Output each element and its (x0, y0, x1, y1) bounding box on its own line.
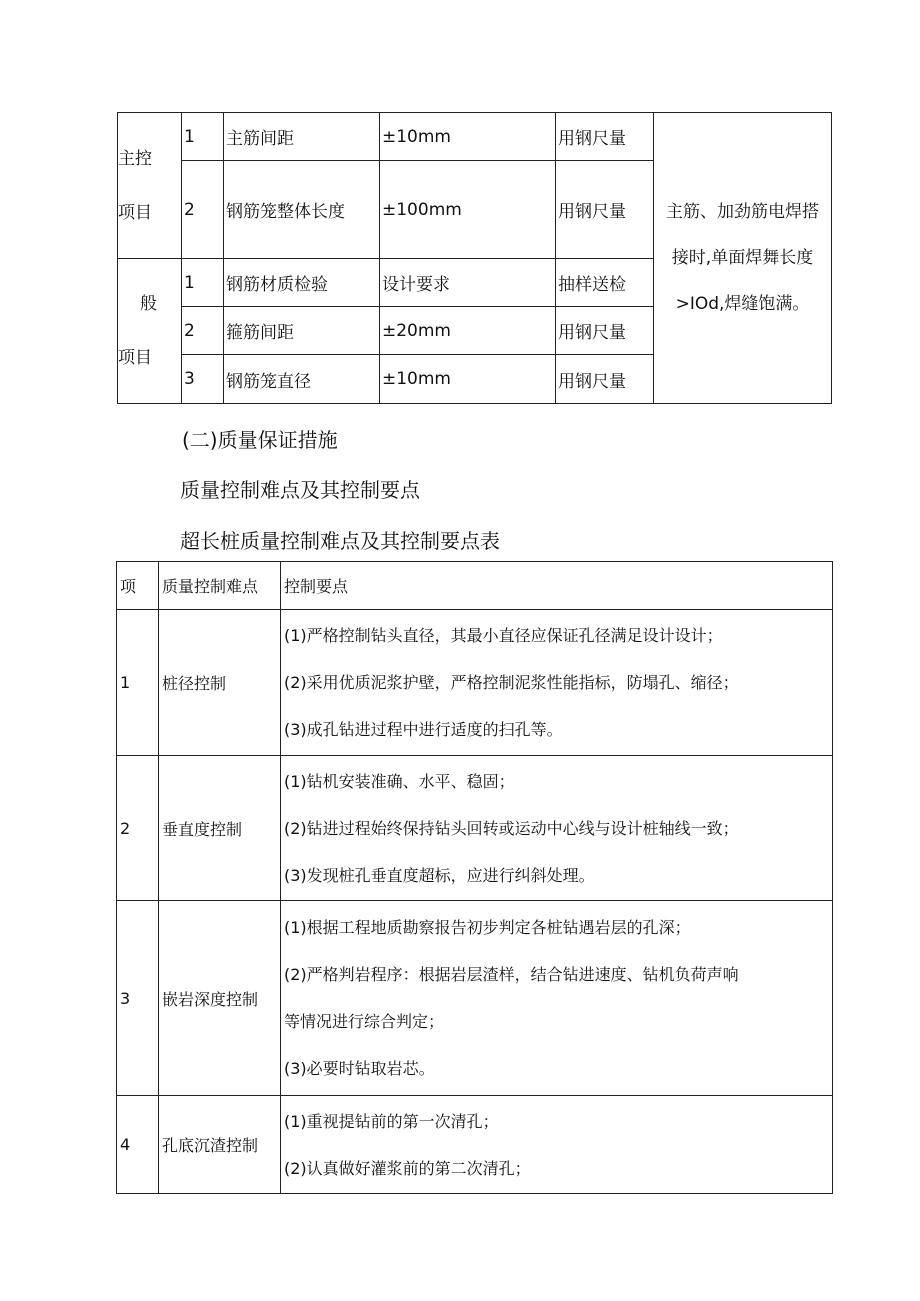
header-index: 项 (117, 562, 159, 610)
tolerance: ±100mm (380, 161, 556, 259)
difficulty: 嵌岩深度控制 (159, 901, 281, 1096)
welding-note: 主筋、加劲筋电焊搭 接时,单面焊舞长度 >IOd,焊缝饱满。 (654, 113, 832, 404)
difficulty: 垂直度控制 (159, 756, 281, 901)
table-row (117, 1096, 833, 1194)
group-label-main: 主控 项目 (118, 113, 182, 259)
check-item: 钢筋材质检验 (224, 259, 380, 307)
table-title: 超长桩质量控制难点及其控制要点表 (180, 529, 500, 553)
table-row (117, 901, 833, 1096)
check-item: 钢筋笼直径 (224, 355, 380, 404)
acceptance-table (117, 112, 832, 404)
control-points: (1)重视提钻前的第一次清孔； (2)认真做好灌浆前的第二次清孔； (281, 1096, 833, 1194)
row-number: 1 (182, 113, 224, 161)
control-points: (1)严格控制钻头直径，其最小直径应保证孔径满足设计设计； (2)采用优质泥浆护壁，严格控制泥浆性能指标，防塌孔、缩径； (3)成孔钻进过程中进行适度的扫孔等。 (281, 610, 833, 756)
check-method: 用钢尺量 (556, 113, 654, 161)
tolerance: ±20mm (380, 307, 556, 355)
tolerance: ±10mm (380, 355, 556, 404)
row-number: 2 (182, 161, 224, 259)
check-method: 用钢尺量 (556, 355, 654, 404)
group-label-general: 般 项目 (118, 259, 182, 404)
row-number: 1 (117, 610, 159, 756)
control-points: (1)根据工程地质勘察报告初步判定各桩钻遇岩层的孔深； (2)严格判岩程序：根据岩层渣样，结合钻进速度、钻机负荷声响 等情况进行综合判定； (3)必要时钻取岩芯。 (281, 901, 833, 1096)
table-row (117, 610, 833, 756)
check-item: 主筋间距 (224, 113, 380, 161)
header-points: 控制要点 (281, 562, 833, 610)
difficulty: 桩径控制 (159, 610, 281, 756)
row-number: 1 (182, 259, 224, 307)
check-method: 抽样送检 (556, 259, 654, 307)
table-row (117, 756, 833, 901)
control-points: (1)钻机安装准确、水平、稳固； (2)钻进过程始终保持钻头回转或运动中心线与设计桩轴线一致； (3)发现桩孔垂直度超标，应进行纠斜处理。 (281, 756, 833, 901)
control-points-table (116, 561, 833, 1194)
tolerance: 设计要求 (380, 259, 556, 307)
tolerance: ±10mm (380, 113, 556, 161)
table-row (118, 113, 832, 161)
header-difficulty: 质量控制难点 (159, 562, 281, 610)
subheading: 质量控制难点及其控制要点 (180, 478, 420, 502)
table-header-row (117, 562, 833, 610)
row-number: 2 (182, 307, 224, 355)
check-item: 箍筋间距 (224, 307, 380, 355)
row-number: 4 (117, 1096, 159, 1194)
check-method: 用钢尺量 (556, 161, 654, 259)
row-number: 3 (182, 355, 224, 404)
section-heading: (二)质量保证措施 (182, 428, 338, 452)
check-item: 钢筋笼整体长度 (224, 161, 380, 259)
check-method: 用钢尺量 (556, 307, 654, 355)
difficulty: 孔底沉渣控制 (159, 1096, 281, 1194)
row-number: 3 (117, 901, 159, 1096)
row-number: 2 (117, 756, 159, 901)
